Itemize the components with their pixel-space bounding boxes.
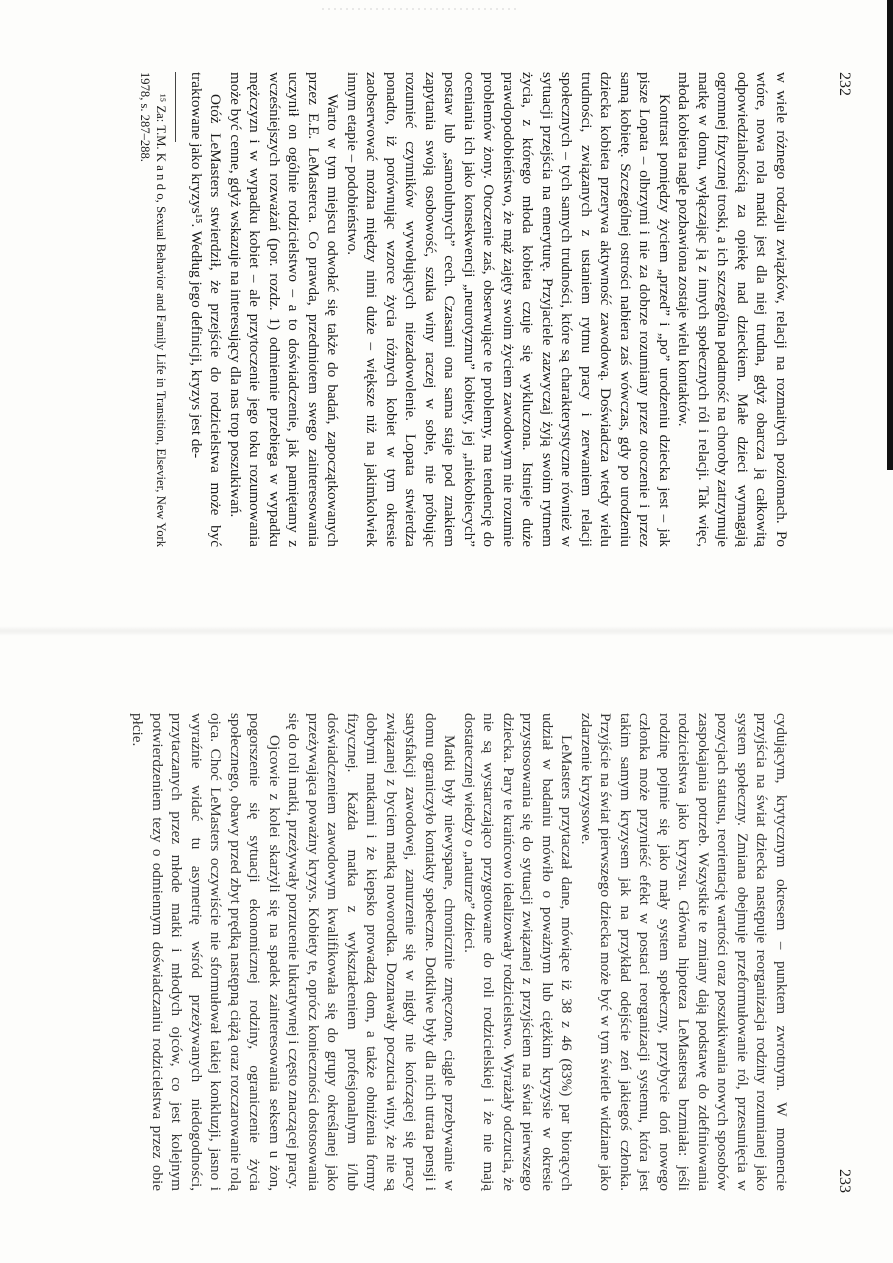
paragraph: Warto w tym miejscu odwołać się także do badań, zapoczątkowanych przez E.E. LeMasterса. Co prawda, przedmiotem swego zainteresowania uczynił on ogólnie rodzicielstwo – a to doświadczenie, jak pamiętamy z wcześniejszych rozważań (por. rozdz. 1) odmiennie przebiega w wypadku mężczyzn i w wypadku kobiet – ale przytoczenie jego toku rozumowania może być cenne, gdyż wskazuje na interesujący dla nas trop poszukiwań.: [227, 72, 342, 547]
footnote: ¹⁵ Za: T.M. K a n d o, Sexual Behavior and Family Life in Transition, Elsevier, New York 1978, s. 287–288.: [138, 72, 169, 547]
paragraph: cydującym, krytycznym okresem – punktem zwrotnym. W momencie przyjścia na świat dziecka następuje reorganizacja rodziny rozumianej jako system społeczny. Zmiana obejmuje przeformułowanie ról, przesunięcia w pozycjach statusu, reorientację wartości oraz poszukiwania nowych sposobów zaspokajania potrzeb. Wszystkie te zmiany dają podstawę do zdefiniowania rodzicielstwa jako kryzysu. Główna hipoteza LeMastersa brzmiała: jeśli rodzinę pojmie się jako mały system społeczny, przybycie doń nowego członka może przynieść efekt w postaci reorganizacji systemu, która jest takim samym kryzysem jak na przykład odejście zeń jakiegoś członka. Przyjście na świat pierwszego dziecka może być w tym świetle widziane jako zdarzenie kryzysowe.: [578, 713, 790, 1191]
left-page: [0, 0, 893, 630]
right-page: [0, 633, 893, 1263]
paragraph: Ojcowie z kolei skarżyli się na spadek zainteresowania seksem u żon, pogorszenie się sytuacji ekonomicznej rodziny, ograniczenie życia społecznego, obawy przed zbyt prędką następną ciążą oraz rozczarowanie rolą ojca. Choć LeMasters oczywiście nie sformułował takiej konkluzji, jasno i wyraźnie widać tu asymetrię wśród przeżywanych niedogodności, przytaczanych przez młode matki i młodych ojców, co jest kolejnym potwierdzeniem tezy o odmiennym doświadczaniu rodzicielstwa przez obie płcie.: [129, 713, 283, 1191]
paragraph: Kontrast pomiędzy życiem „przed” i „po” urodzeniu dziecka jest – jak pisze Lopata – olbrzymi i nie za dobrze rozumiany przez otoczenie i przez samą kobietę. Szczególnej ostrości nabiera zaś wówczas, gdy po urodzeniu dziecka kobieta przerywa aktywność zawodową. Doświadcza wtedy wielu trudności, związanych z ustaniem rytmu pracy i zerwaniem relacji społecznych – tych samych trudności, które są charakterystyczne również w sytuacji przejścia na emeryturę. Przyjaciele zazwyczaj żyją swoim rytmem życia, z którego młoda kobieta czuje się wykluczona. Istnieje duże prawdopodobieństwo, że mąż zajęty swoim życiem zawodowym nie rozumie problemów żony. Otoczenie zaś, obserwujące te problemy, ma tendencję do oceniania ich jako konsekwencji „neurotyzmu” kobiety, jej „niekobiecych” postaw lub „samolubnych” cech. Czasami ona sama staje pod znakiem zapytania swoją osobowość, szuka winy raczej w sobie, nie próbując rozumieć czynników wywołujących niezadowolenie. Lopata stwierdza ponadto, iż porównując wzorce życia różnych kobiet w tym okresie zaobserwować można między nimi duże – większe niż na jakimkolwiek innym etapie – podobieństwo.: [344, 72, 673, 547]
paragraph: w wiele różnego rodzaju związków, relacji na rozmaitych poziomach. Po wtóre, nowa rola matki jest dla niej trudna, gdyż obarcza ją całkowitą odpowiedzialnością za opiekę nad dzieckiem. Małe dzieci wymagają ogromnej fizycznej troski, a ich szczególna podatność na choroby zatrzymuje matkę w domu, wyłączając ją z innych społecznych ról i relacji. Tak więc, młoda kobieta nagle pozbawiona zostaje wielu kontaktów.: [675, 72, 790, 547]
page-number-right: 233: [836, 1169, 853, 1193]
left-page-text: [138, 72, 792, 547]
paragraph: Matki były niewyspane, chronicznie zmęczone, ciągle przebywanie w domu ograniczyło kontakty społeczne. Dotkliwe były dla nich utrata pensji i satysfakcji zawodowej, zanurzenie się w nigdy nie kończącej się pracy związanej z byciem matką noworodka. Doznawały poczucia winy, że nie są dobrymi matkami i że kiepsko prowadzą dom, a także obniżenia formy fizycznej. Każda matka z wykształceniem profesjonalnym i/lub doświadczeniem zawodowym kwalifikowała się do grupy określanej jako przeżywająca poważny kryzys. Kobiety te, oprócz konieczności dostosowania się do roli matki, przeżywały porzucenie lukratywnej i często znaczącej pracy.: [285, 713, 459, 1191]
page-number-left: 232: [836, 72, 853, 96]
footnote-rule: [176, 72, 177, 142]
paragraph: Otóż LeMasters stwierdził, że przejście do rodzicielstwa może być traktowane jako kryzys¹⁵. Według jego definicji, kryzys jest de-: [188, 72, 225, 547]
right-page-text: [128, 713, 791, 1191]
paragraph: LeMasters przytaczał dane, mówiące iż 38 z 46 (83%) par biorących udział w badaniu mówiło o poważnym lub ciężkim kryzysie w okresie przystosowania się do sytuacji związanej z przyjściem na świat pierwszego dziecka. Pary te kraińcowo idealizowały rodzicielstwo. Wyrażały odczucia, że nie są wystarczająco przygotowane do roli rodzicielskiej i że nie mają dostatecznej wiedzy o „naturze” dzieci.: [461, 713, 576, 1191]
